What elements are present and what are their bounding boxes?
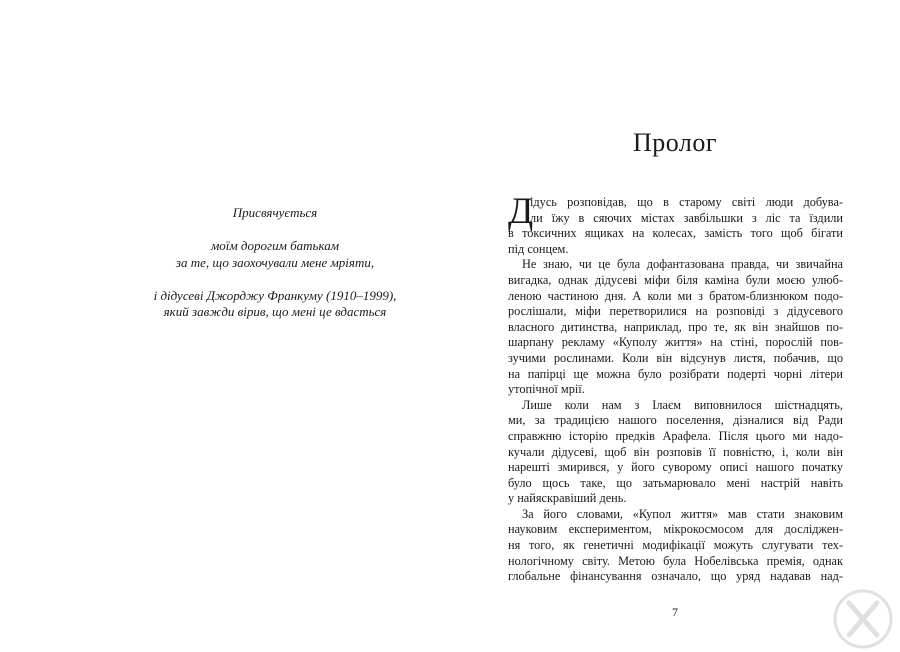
chapter-title: Пролог — [632, 128, 718, 157]
text-line: власного дитинства, наприклад, про те, як він знайшов по- — [508, 319, 843, 334]
text-line: в токсичних ящиках на колесах, замість того щоб бігати — [508, 226, 843, 241]
text-line: на папірці ще можна було розібрати подерті чорні літери — [508, 366, 843, 381]
text-line: ли їжу в сяючих містах завбільшки з ліс та їздили — [530, 210, 843, 225]
page-number: 7 — [672, 605, 678, 619]
text-line: справжню історію предків Арафела. Після цього ми надо- — [508, 428, 843, 443]
text-line: ідусь розповідав, що в старому світі люди добува- — [530, 195, 843, 209]
text-line: зучими рослинами. Коли він відсунув листя, побачив, що — [508, 350, 843, 365]
dedication-line: моїм дорогим батькам — [210, 238, 340, 253]
drop-cap: Д — [508, 191, 534, 232]
dedication-line: за те, що заохочували мене мріяти, — [175, 254, 375, 270]
text-line: нологічному світу. Метою була Нобелівська премія, однак — [508, 553, 843, 568]
dedication-line: який завжди вірив, що мені це вдасться — [163, 304, 387, 319]
text-line: у найяскравіший день. — [508, 491, 627, 506]
text-line: шарпану рекламу «Куполу життя» на стіні, порослій пов- — [508, 335, 843, 350]
text-line: кучали дідусеві, щоб він розповів її повністю, і, коли він — [508, 444, 843, 459]
text-line: науковим експериментом, мікрокосмосом для досліджен- — [508, 522, 843, 537]
text-line: Не знаю, чи це була дофантазована правда, чи звичайна — [522, 257, 843, 272]
text-line: нарешті змирився, у його суворому описі нашого початку — [508, 460, 843, 475]
text-line: рослішали, міфи перетворилися на розповіді з дідусевого — [508, 304, 843, 319]
text-line: утопічної мрії. — [508, 382, 585, 397]
text-line: було щось таке, що затьмарювало мені настрій навіть — [508, 475, 843, 490]
text-line: леною частиною дня. А коли ми з братом-близнюком подо- — [508, 288, 843, 303]
chapter-body — [508, 191, 843, 585]
text-line: вигадка, однак дідусеві міфи біля каміна були моєю улюб- — [508, 272, 843, 287]
text-line: глобальне фінансування означало, що уряд надавав над- — [508, 569, 843, 584]
text-line: Лише коли нам з Ілаєм виповнилося шістнадцять, — [522, 397, 843, 412]
dedication-line: і дідусеві Джорджу Франкуму (1910–1999), — [153, 287, 397, 303]
text-line: ми, за традицією нашого поселення, дізналися від Ради — [508, 413, 843, 428]
text-line: ня того, як генетичні модифікації можуть слугувати тех- — [508, 538, 843, 553]
text-line: За його словами, «Купол життя» мав стати знаковим — [522, 506, 843, 521]
text-line: під сонцем. — [508, 241, 569, 256]
dedication-title: Присвячується — [232, 205, 318, 220]
dedication — [150, 205, 400, 321]
watermark-logo-icon — [832, 588, 894, 650]
